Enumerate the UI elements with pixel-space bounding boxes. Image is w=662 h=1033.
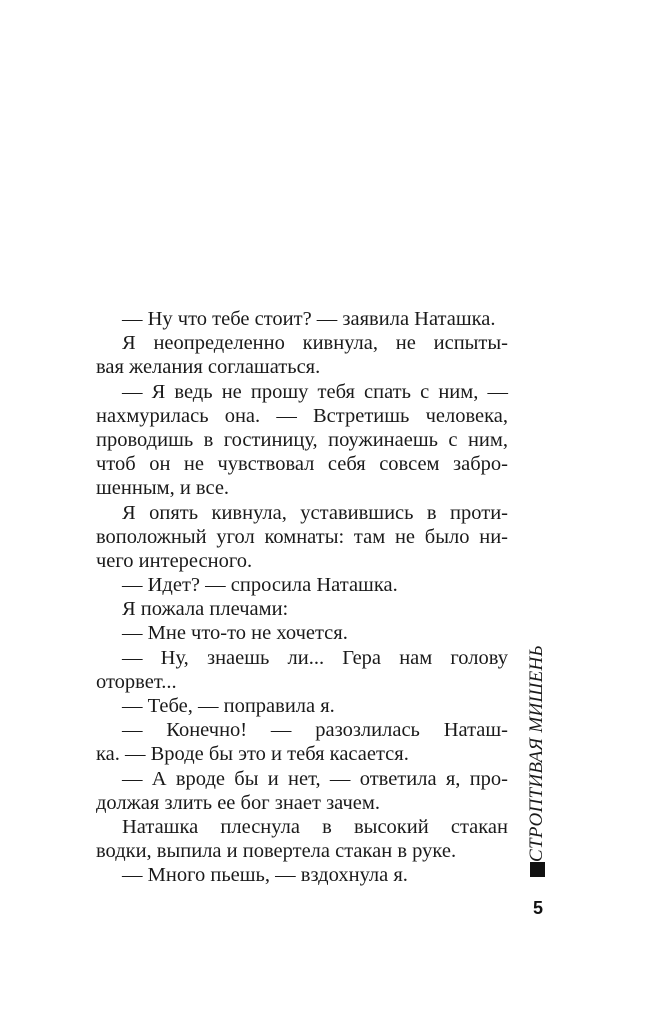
text-line: — Мне что-то не хочется. (122, 622, 348, 645)
text-line: проводишь в гостиницу, поужинаешь с ним, (96, 428, 508, 451)
text-line: нахмурилась она. — Встретишь человека, (96, 404, 508, 427)
text-line: чтоб он не чувствовал себя совсем забро- (96, 453, 508, 476)
text-line: — Ну, знаешь ли... Гера нам голову (122, 646, 508, 669)
text-line: шенным, и все. (96, 477, 230, 500)
text-line: ка. — Вроде бы это и тебя касается. (96, 743, 409, 766)
running-title-text: СТРОПТИВАЯ МИШЕНЬ (526, 644, 547, 862)
text-line: Я пожала плечами: (122, 598, 289, 621)
text-line: — Тебе, — поправила я. (122, 695, 335, 717)
page-number: 5 (532, 898, 543, 918)
text-line: — Идет? — спросила Наташка. (122, 574, 398, 597)
square-bullet-icon (530, 862, 545, 877)
text-line: воположный угол комнаты: там не было ни- (96, 525, 508, 548)
text-line: Я опять кивнула, уставившись в проти- (122, 501, 508, 524)
text-line: — Я ведь не прошу тебя спать с ним, — (122, 380, 508, 403)
text-line: — Конечно! — разозлилась Наташ- (122, 719, 508, 742)
text-line: оторвет... (96, 670, 177, 693)
text-line: — А вроде бы и нет, — ответила я, про- (122, 767, 508, 790)
body-text (96, 307, 508, 888)
text-line: Я неопределенно кивнула, не испыты- (122, 332, 508, 355)
text-line: чего интересного. (96, 549, 253, 572)
running-title (528, 630, 552, 890)
text-line: Наташка плеснула в высокий стакан (122, 815, 508, 838)
text-line: водки, выпила и повертела стакан в руке. (96, 840, 457, 863)
text-line: должая злить ее бог знает зачем. (96, 791, 380, 814)
text-line: вая желания соглашаться. (96, 356, 321, 379)
text-line: — Много пьешь, — вздохнула я. (122, 864, 408, 887)
text-line: — Ну что тебе стоит? — заявила Наташка. (122, 308, 496, 330)
